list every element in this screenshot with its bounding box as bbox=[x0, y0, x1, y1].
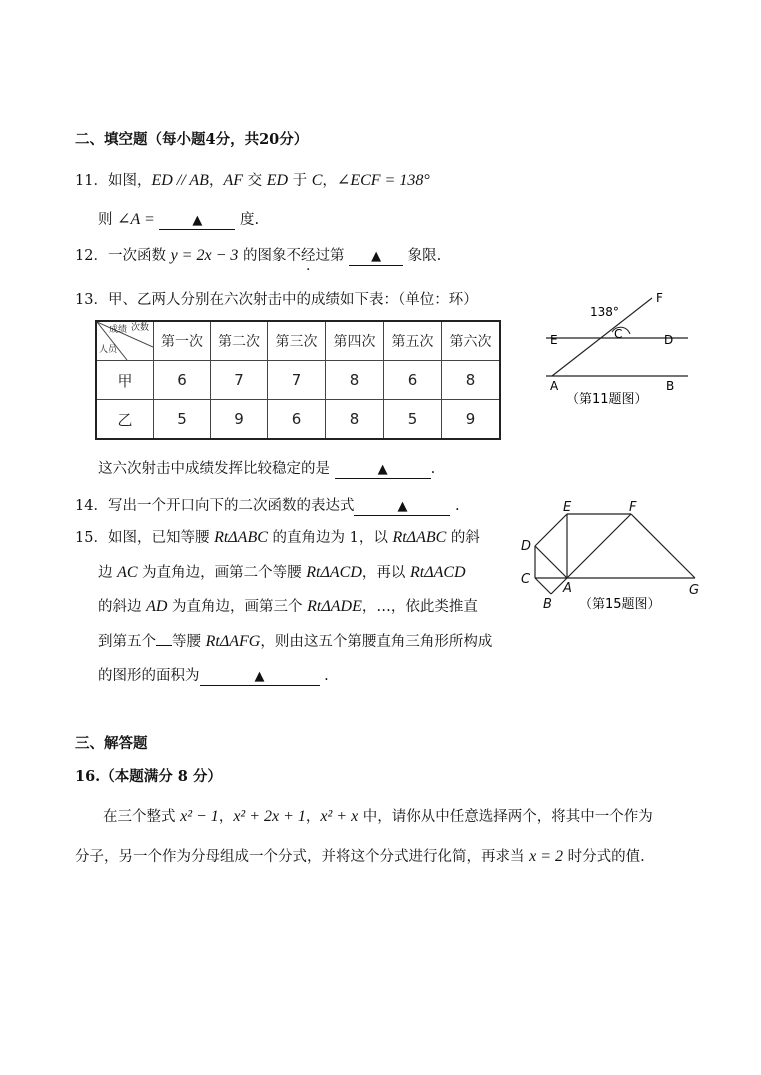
table-cell: 8 bbox=[326, 400, 384, 440]
table-header-cell: 第五次 bbox=[384, 321, 442, 361]
answer-blank[interactable] bbox=[335, 461, 431, 479]
math-expression: ED bbox=[266, 172, 289, 189]
question-15-line-2: 边 AC 为直角边，画第二个等腰 RtΔACD，再以 RtΔACD bbox=[98, 564, 466, 581]
math-expression: RtΔABC bbox=[392, 529, 447, 546]
math-expression: RtΔADE bbox=[307, 598, 362, 615]
math-expression: ∠A = bbox=[117, 211, 155, 228]
math-expression: RtΔACD bbox=[306, 564, 362, 581]
question-number: 13． bbox=[75, 292, 108, 308]
section-title-solve: 三、解答题 bbox=[75, 735, 148, 752]
question-16-title: 16.（本题满分 8 分） bbox=[75, 768, 222, 785]
math-expression: x² + x bbox=[320, 808, 359, 825]
math-expression: RtΔACD bbox=[410, 564, 466, 581]
triangle-icon: ▲ bbox=[371, 249, 382, 264]
point-label-F: F bbox=[656, 291, 663, 305]
point-label-E: E bbox=[563, 500, 572, 515]
table-header-cell: 第四次 bbox=[326, 321, 384, 361]
table-header-cell: 第一次 bbox=[154, 321, 211, 361]
question-13: 13．甲、乙两人分别在六次射击中的成绩如下表：（单位：环） bbox=[75, 292, 478, 308]
math-expression: AC bbox=[117, 564, 138, 581]
table-cell: 9 bbox=[211, 400, 268, 440]
math-expression: y = 2x − 3 bbox=[170, 247, 239, 264]
score-table bbox=[95, 320, 501, 440]
figure-15 bbox=[515, 498, 715, 616]
answer-blank[interactable] bbox=[354, 498, 450, 516]
question-15-line-5: 的图形的面积为 ▲ . bbox=[98, 668, 329, 684]
point-label-E: E bbox=[550, 333, 558, 347]
corner-label-times: 次数 bbox=[131, 323, 150, 333]
table-cell: 9 bbox=[442, 400, 501, 440]
math-expression: ED // AB bbox=[151, 172, 209, 189]
point-label-G: G bbox=[689, 583, 700, 598]
question-14: 14．写出一个开口向下的二次函数的表达式 ▲ . bbox=[75, 498, 460, 514]
table-cell: 5 bbox=[154, 400, 211, 440]
table-header-cell: 第六次 bbox=[442, 321, 501, 361]
math-expression: x² + 2x + 1 bbox=[233, 808, 306, 825]
point-label-C: C bbox=[521, 572, 531, 587]
triangle-icon: ▲ bbox=[254, 669, 265, 684]
question-number: 11． bbox=[75, 173, 108, 189]
table-cell: 5 bbox=[384, 400, 442, 440]
figure-caption: （第15题图） bbox=[579, 597, 661, 612]
table-header-cell: 第二次 bbox=[211, 321, 268, 361]
question-number: 15． bbox=[75, 530, 108, 546]
math-expression: AD bbox=[146, 598, 168, 615]
question-15-line-3: 的斜边 AD 为直角边，画第三个 RtΔADE，…，依此类推直 bbox=[98, 598, 478, 615]
point-label-D: D bbox=[521, 539, 532, 554]
figure-11 bbox=[540, 290, 700, 410]
math-expression: RtΔABC bbox=[214, 529, 268, 546]
table-cell: 6 bbox=[384, 361, 442, 400]
question-number: 14． bbox=[75, 498, 108, 514]
table-corner-cell bbox=[96, 321, 154, 361]
figure-15-lines bbox=[535, 514, 695, 594]
table-cell: 7 bbox=[211, 361, 268, 400]
question-12: 12．一次函数 y = 2x − 3 的图象不经过第 ▲ 象限. bbox=[75, 247, 442, 264]
question-16-line-2: 分子，另一个作为分母组成一个分式，并将这个分式进行化简，再求当 x = 2 时分式的值. bbox=[75, 848, 645, 865]
table-cell: 8 bbox=[442, 361, 501, 400]
table-row bbox=[96, 361, 500, 400]
triangle-icon: ▲ bbox=[192, 213, 203, 228]
figure-caption: （第11题图） bbox=[566, 392, 648, 407]
table-header-row bbox=[96, 321, 500, 361]
table-cell: 7 bbox=[268, 361, 326, 400]
point-label-A: A bbox=[550, 379, 559, 393]
math-expression: AF bbox=[223, 172, 243, 189]
corner-label-score: 成绩 bbox=[109, 325, 128, 335]
point-label-D: D bbox=[664, 333, 674, 347]
point-label-C: C bbox=[614, 327, 623, 341]
math-expression: ∠ECF = 138° bbox=[336, 172, 430, 189]
emphasis-text: 不经过 bbox=[286, 248, 330, 264]
angle-label: 138° bbox=[590, 305, 619, 319]
question-number: 12． bbox=[75, 248, 108, 264]
math-expression: x² − 1 bbox=[180, 808, 219, 825]
math-expression: x = 2 bbox=[529, 848, 564, 865]
answer-blank[interactable] bbox=[159, 212, 235, 230]
section-title-fill-in: 二、填空题（每小题4分，共20分） bbox=[75, 131, 309, 148]
triangle-icon: ▲ bbox=[377, 462, 388, 477]
answer-blank[interactable] bbox=[200, 668, 320, 686]
table-header-cell: 第三次 bbox=[268, 321, 326, 361]
math-expression: C bbox=[311, 172, 323, 189]
triangle-icon: ▲ bbox=[397, 499, 408, 514]
underline-mark bbox=[156, 645, 172, 646]
question-15-line-1: 15．如图，已知等腰 RtΔABC 的直角边为 1，以 RtΔABC 的斜 bbox=[75, 529, 480, 546]
table-cell: 6 bbox=[268, 400, 326, 440]
point-label-B: B bbox=[666, 379, 675, 393]
question-11-line-1: 11．如图，ED // AB，AF 交 ED 于 C，∠ECF = 138° bbox=[75, 172, 430, 189]
point-label-A: A bbox=[563, 581, 572, 596]
math-expression: RtΔAFG bbox=[205, 633, 261, 650]
question-16-line-1: 在三个整式 x² − 1，x² + 2x + 1，x² + x 中，请你从中任意选择两个，将其中一个作为 bbox=[103, 808, 653, 825]
table-row bbox=[96, 400, 500, 440]
point-label-B: B bbox=[543, 597, 552, 612]
row-name-cell: 甲 bbox=[96, 361, 154, 400]
answer-blank[interactable] bbox=[349, 248, 403, 266]
question-11-line-2: 则 ∠A = ▲ 度. bbox=[98, 211, 260, 228]
row-name-cell: 乙 bbox=[96, 400, 154, 440]
question-15-line-4: 到第五个 等腰 RtΔAFG，则由这五个第腰直角三角形所构成 bbox=[98, 633, 493, 650]
question-13-conclusion: 这六次射击中成绩发挥比较稳定的是 ▲ . bbox=[98, 461, 436, 477]
table-cell: 6 bbox=[154, 361, 211, 400]
point-label-F: F bbox=[629, 500, 637, 515]
table-cell: 8 bbox=[326, 361, 384, 400]
corner-label-person: 人员 bbox=[99, 345, 118, 355]
